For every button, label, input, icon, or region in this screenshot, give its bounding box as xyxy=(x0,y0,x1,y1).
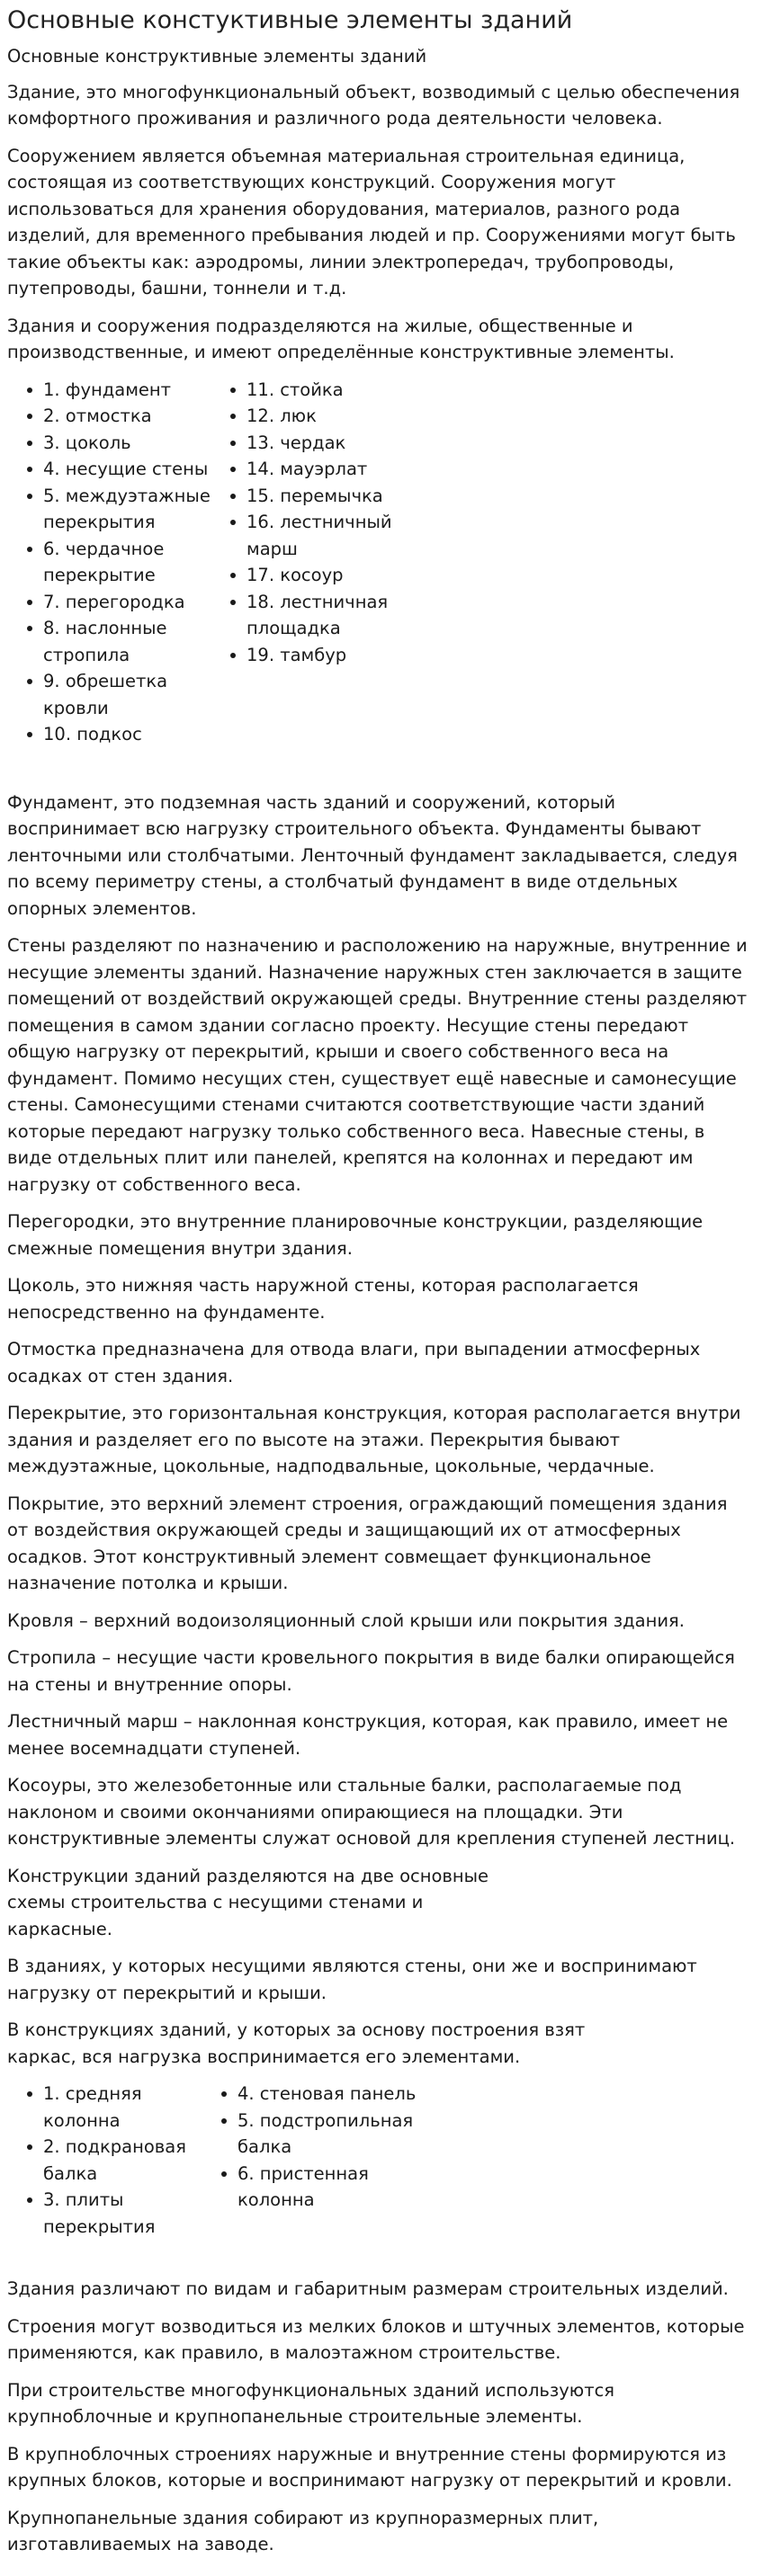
list-item: 14. мауэрлат xyxy=(211,456,426,483)
paragraph: Кровля – верхний водоизоляционный слой крыши или покрытия здания. xyxy=(7,1609,685,1631)
list-item: 6. чердачное перекрытие xyxy=(7,536,214,589)
list-item: 2. отмостка xyxy=(7,403,214,430)
list-item: 1. фундамент xyxy=(7,377,214,404)
paragraph: Покрытие, это верхний элемент строения, ограждающий помещения здания от воздействия окружающей среды и защищающий их от атмосферных осадков. Этот конструктивный элемент совмещает функциональное назначение потолка и крыши. xyxy=(7,1493,728,1593)
list-item: 10. подкос xyxy=(7,721,214,748)
paragraph: Стены разделяют по назначению и расположению на наружные, внутренние и несущие элементы зданий. Назначение наружных стен заключается в защите помещений от воздействий окружающей среды. Внутренние стены разделяют помещения в самом здании согласно проекту. Несущие стены передают общую нагрузку от перекрытий, крыши и своего собственного веса на фундамент. Помимо несущих стен, существует ещё навесные и самонесущие стены. Самонесущими стенами считаются соответствующие части зданий которые передают нагрузку только собственного веса. Навесные стены, в виде отдельных плит или панелей, крепятся на колоннах и передают им нагрузку от собственного веса. xyxy=(7,935,748,1195)
list-column xyxy=(211,377,426,748)
paragraph: Косоуры, это железобетонные или стальные балки, располагаемые под наклоном и своими окончаниями опирающиеся на площадки. Эти конструктивные элементы служат основой для крепления ступеней лестниц. xyxy=(7,1775,736,1849)
list-column xyxy=(7,2081,202,2240)
paragraph: Отмостка предназначена для отвода влаги, при выпадении атмосферных осадках от стен здания. xyxy=(7,1339,701,1386)
image-placeholder xyxy=(7,759,748,789)
paragraph: В крупноблочных строениях наружные и внутренние стены формируются из крупных блоков, которые и воспринимают нагрузку от перекрытий и кровли. xyxy=(7,2443,732,2491)
paragraph: Конструкции зданий разделяются на две основные схемы строительства с несущими стенами и каркасные. xyxy=(7,1865,489,1939)
paragraph: Здание, это многофункциональный объект, возводимый с целью обеспечения комфортного проживания и различного рода деятельности человека. xyxy=(7,81,740,129)
list-item: 13. чердак xyxy=(211,430,426,457)
list-item: 3. плиты перекрытия xyxy=(7,2187,202,2240)
list-item: 19. тамбур xyxy=(211,642,426,669)
list-item: 12. люк xyxy=(211,403,426,430)
frame-elements-list xyxy=(7,2081,748,2240)
subtitle: Основные конструктивные элементы зданий xyxy=(7,46,427,67)
list-item: 17. косоур xyxy=(211,562,426,589)
paragraph: Перекрытие, это горизонтальная конструкция, которая располагается внутри здания и разделяет его по высоте на этажи. Перекрытия бывают междуэтажные, цокольные, надподвальные, цокольные, чердачные. xyxy=(7,1403,741,1476)
list-item: 18. лестничная площадка xyxy=(211,589,426,642)
paragraph: При строительстве многофункциональных зданий используются крупноблочные и крупнопанельные строительные элементы. xyxy=(7,2379,615,2427)
paragraph: В конструкциях зданий, у которых за основу построения взят каркас, вся нагрузка воспринимается его элементами. xyxy=(7,2019,586,2067)
list-item: 6. пристенная колонна xyxy=(202,2161,417,2214)
paragraph: Здания различают по видам и габаритным размерам строительных изделий. xyxy=(7,2278,729,2299)
list-item: 4. стеновая панель xyxy=(202,2081,417,2108)
list-item: 5. подстропильная балка xyxy=(202,2108,417,2161)
list-column xyxy=(202,2081,417,2240)
page-title: Основные констуктивные элементы зданий xyxy=(7,6,573,34)
paragraph: Цоколь, это нижняя часть наружной стены, которая располагается непосредственно на фундаменте. xyxy=(7,1275,639,1323)
structural-elements-list xyxy=(7,377,748,748)
paragraph: Лестничный марш – наклонная конструкция, которая, как правило, имеет не менее восемнадцати ступеней. xyxy=(7,1711,729,1759)
list-item: 5. междуэтажные перекрытия xyxy=(7,483,214,536)
list-item: 16. лестничный марш xyxy=(211,509,426,562)
paragraph: Фундамент, это подземная часть зданий и сооружений, который воспринимает всю нагрузку строительного объекта. Фундаменты бывают ленточными или столбчатыми. Ленточный фундамент закладывается, следуя по всему периметру стены, а столбчатый фундамент в виде отдельных опорных элементов. xyxy=(7,791,738,919)
list-item: 15. перемычка xyxy=(211,483,426,510)
paragraph: Здания и сооружения подразделяются на жилые, общественные и производственные, и имеют определённые конструктивные элементы. xyxy=(7,315,675,362)
list-item: 11. стойка xyxy=(211,377,426,404)
image-placeholder xyxy=(7,2251,748,2276)
paragraph: Крупнопанельные здания собирают из крупноразмерных плит, изготавливаемых на заводе. xyxy=(7,2507,599,2554)
list-item: 4. несущие стены xyxy=(7,456,214,483)
list-item: 2. подкрановая балка xyxy=(7,2134,202,2187)
list-item: 3. цоколь xyxy=(7,430,214,457)
paragraph: Строения могут возводиться из мелких блоков и штучных элементов, которые применяются, как правило, в малоэтажном строительстве. xyxy=(7,2315,745,2363)
paragraph: Перегородки, это внутренние планировочные конструкции, разделяющие смежные помещения внутри здания. xyxy=(7,1211,704,1259)
list-column xyxy=(7,377,211,748)
list-item: 8. наслонные стропила xyxy=(7,615,214,668)
list-item: 9. обрешетка кровли xyxy=(7,668,214,721)
paragraph: В зданиях, у которых несущими являются стены, они же и воспринимают нагрузку от перекрытий и крыши. xyxy=(7,1956,697,2003)
paragraph: Стропила – несущие части кровельного покрытия в виде балки опирающейся на стены и внутренние опоры. xyxy=(7,1647,735,1695)
list-item: 7. перегородка xyxy=(7,589,214,616)
list-item: 1. средняя колонна xyxy=(7,2081,202,2134)
paragraph: Сооружением является объемная материальная строительная единица, состоящая из соответствующих конструкций. Сооружения могут использоваться для хранения оборудования, материалов, разного рода изделий, для временного пребывания людей и пр. Сооружениями могут быть такие объекты как: аэродромы, линии электропередач, трубопроводы, путепроводы, башни, тоннели и т.д. xyxy=(7,145,736,299)
